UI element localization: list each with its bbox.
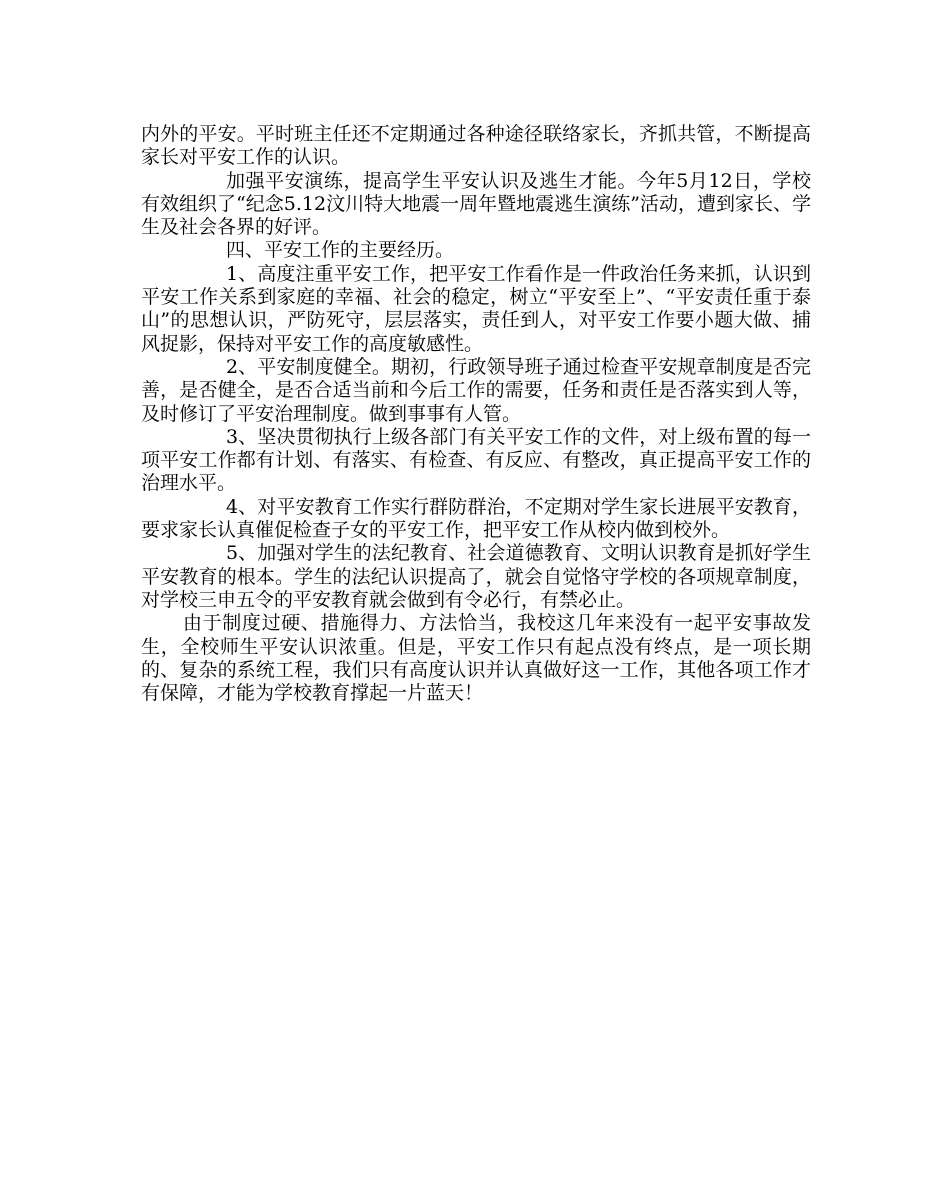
paragraph-item-4: 4、对平安教育工作实行群防群治，不定期对学生家长进展平安教育，要求家长认真催促检查子女的平安工作，把平安工作从校内做到校外。	[141, 495, 811, 542]
paragraph-safety-drill: 加强平安演练，提高学生平安认识及逃生才能。今年5月12日，学校有效组织了“纪念5.12汶川特大地震一周年暨地震逃生演练”活动，遭到家长、学生及社会各界的好评。	[141, 169, 811, 239]
document-body	[141, 123, 811, 705]
paragraph-parent-contact: 内外的平安。平时班主任还不定期通过各种途径联络家长，齐抓共管，不断提高家长对平安工作的认识。	[141, 123, 811, 169]
paragraph-item-1: 1、高度注重平安工作，把平安工作看作是一件政治任务来抓，认识到平安工作关系到家庭的幸福、社会的稳定，树立“平安至上”、“平安责任重于泰山”的思想认识，严防死守，层层落实，责任到人，对平安工作要小题大做、捕风捉影，保持对平安工作的高度敏感性。	[141, 262, 811, 355]
paragraph-conclusion: 由于制度过硬、措施得力、方法恰当，我校这几年来没有一起平安事故发生，全校师生平安认识浓重。但是，平安工作只有起点没有终点，是一项长期的、复杂的系统工程，我们只有高度认识并认真做好这一工作，其他各项工作才有保障，才能为学校教育撑起一片蓝天！	[141, 612, 811, 705]
section-heading-experience: 四、平安工作的主要经历。	[226, 239, 455, 262]
paragraph-item-2: 2、平安制度健全。期初，行政领导班子通过检查平安规章制度是否完善，是否健全，是否合适当前和今后工作的需要，任务和责任是否落实到人等，及时修订了平安治理制度。做到事事有人管。	[141, 355, 811, 425]
paragraph-item-5: 5、加强对学生的法纪教育、社会道德教育、文明认识教育是抓好学生平安教育的根本。学生的法纪认识提高了，就会自觉恪守学校的各项规章制度，对学校三申五令的平安教育就会做到有令必行，有禁必止。	[141, 542, 811, 611]
paragraph-item-3: 3、坚决贯彻执行上级各部门有关平安工作的文件，对上级布置的每一项平安工作都有计划、有落实、有检查、有反应、有整改，真正提高平安工作的治理水平。	[141, 425, 811, 495]
